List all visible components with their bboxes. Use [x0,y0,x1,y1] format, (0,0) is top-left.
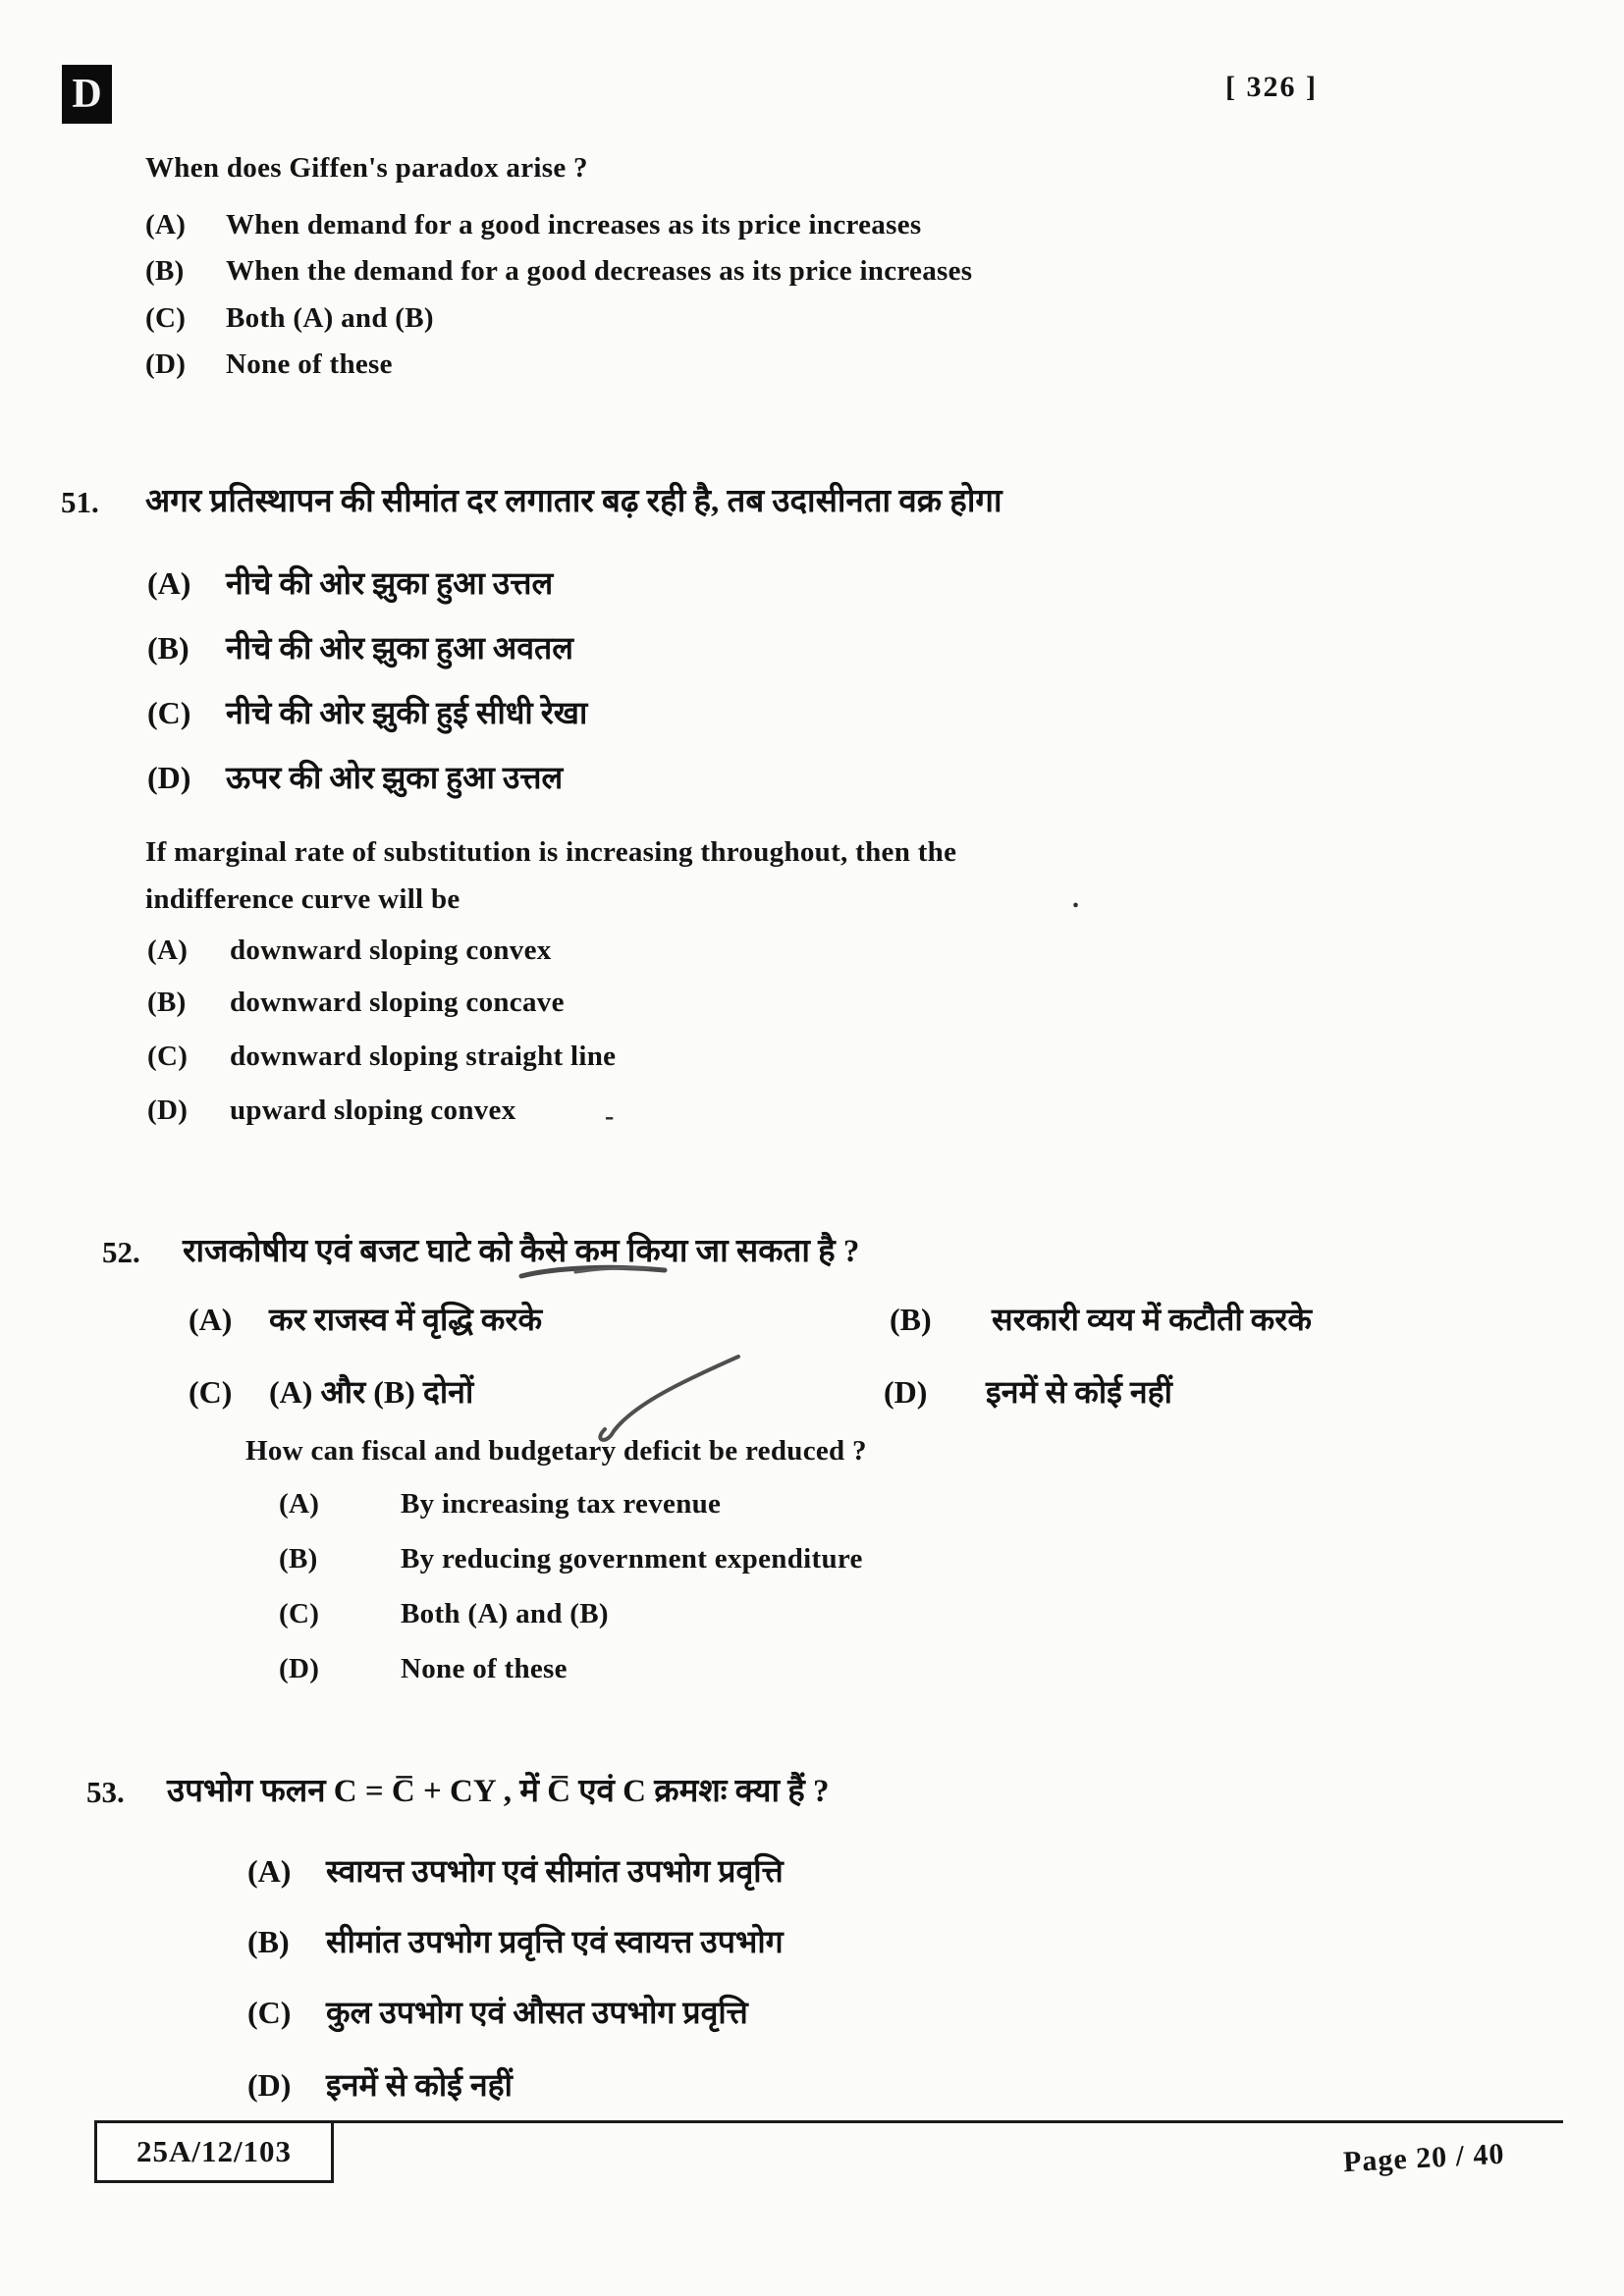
option-text: By increasing tax revenue [401,1488,722,1520]
option-row [247,1849,784,1892]
option-row [279,1543,863,1575]
option-label: (B) [147,987,187,1018]
option-label: (A) [147,934,189,966]
option-label: (D) [247,2067,292,2103]
option-text: upward sloping convex [230,1095,516,1126]
question-stem: How can fiscal and budgetary deficit be reduced ? [245,1435,867,1467]
option-row [279,1653,568,1685]
option-label: (D) [279,1653,320,1684]
option-row [147,987,565,1019]
option-row [145,348,393,381]
option-text: कर राजस्व में वृद्धि करके [269,1302,543,1337]
question-number: 53. [86,1775,125,1809]
option-label: (A) [247,1853,292,1889]
option-row [147,626,573,668]
option-text: (A) और (B) दोनों [269,1374,474,1410]
option-label: (C) [189,1374,233,1410]
option-row [279,1488,721,1521]
option-text: इनमें से कोई नहीं [326,2067,513,2103]
question-stem: अगर प्रतिस्थापन की सीमांत दर लगातार बढ़ रही है, तब उदासीनता वक्र होगा [145,484,1002,519]
option-text: स्वायत्त उपभोग एवं सीमांत उपभोग प्रवृत्ति [326,1853,784,1889]
option-row [884,1370,1172,1413]
option-text: When demand for a good increases as its price increases [226,209,922,240]
question-stem: उपभोग फलन C = C̅ + CY , में C̅ एवं C क्रमशः क्या हैं ? [167,1774,830,1809]
option-row [147,1095,516,1127]
option-text: सरकारी व्यय में कटौती करके [992,1302,1312,1337]
option-label: (C) [279,1598,320,1629]
option-label: (C) [147,1041,189,1072]
option-row [247,1920,784,1962]
option-label: (B) [247,1924,290,1959]
option-row [147,561,553,604]
option-text: downward sloping straight line [230,1041,617,1072]
option-row [247,1991,748,2033]
option-text: downward sloping concave [230,987,565,1018]
option-label: (D) [145,348,187,380]
option-text: None of these [226,348,393,380]
header-page-number: [ 326 ] [1225,71,1318,103]
option-text: By reducing government expenditure [401,1543,863,1575]
option-text: When the demand for a good decreases as its price increases [226,255,973,287]
pen-stroke [518,1262,668,1282]
option-text: None of these [401,1653,568,1684]
option-text: नीचे की ओर झुका हुआ अवतल [226,630,573,666]
option-row [145,209,921,241]
option-text: ऊपर की ओर झुका हुआ उत्तल [226,760,564,795]
question-stem: राजकोषीय एवं बजट घाटे को कैसे कम किया जा सकता है ? [183,1234,860,1269]
option-text: सीमांत उपभोग प्रवृत्ति एवं स्वायत्त उपभोग [326,1924,784,1959]
question-stem: When does Giffen's paradox arise ? [145,152,588,184]
option-label: (D) [147,1095,189,1126]
option-label: (A) [147,565,191,601]
option-text: नीचे की ओर झुकी हुई सीधी रेखा [226,695,588,730]
question-number: 51. [61,485,99,519]
option-label: (C) [147,695,191,730]
option-label: (A) [189,1302,233,1337]
question-number: 52. [102,1235,140,1269]
option-row [279,1598,609,1630]
option-row [147,756,563,798]
question-stem-line: indifference curve will be [145,883,460,915]
option-text: इनमें से कोई नहीं [986,1374,1172,1410]
section-letter: D [72,72,102,117]
option-row [145,302,434,335]
option-label: (B) [890,1302,932,1337]
scan-speck: . [1072,883,1079,914]
option-label: (B) [145,255,185,287]
option-row [189,1298,542,1340]
option-text: कुल उपभोग एवं औसत उपभोग प्रवृत्ति [326,1995,748,2030]
option-row [145,255,972,288]
option-text: downward sloping convex [230,934,552,966]
scan-dash: - [605,1101,615,1132]
option-text: Both (A) and (B) [401,1598,609,1629]
question-stem-line: If marginal rate of substitution is increasing throughout, then the [145,836,957,868]
option-row [147,691,587,733]
option-row [147,1041,616,1073]
booklet-code: 25A/12/103 [135,2134,293,2168]
option-label: (A) [145,209,187,240]
option-row [890,1298,1312,1340]
option-label: (C) [247,1995,292,2030]
option-row [147,934,552,967]
option-text: Both (A) and (B) [226,302,434,334]
option-label: (C) [145,302,187,334]
option-row [189,1370,473,1413]
option-label: (B) [147,630,189,666]
option-label: (D) [884,1374,928,1410]
section-badge [62,65,112,124]
page-indicator: Page 20 / 40 [1342,2137,1506,2179]
option-label: (A) [279,1488,320,1520]
option-label: (B) [279,1543,318,1575]
option-row [247,2063,513,2106]
booklet-code-box [94,2120,334,2183]
option-text: नीचे की ओर झुका हुआ उत्तल [226,565,554,601]
option-label: (D) [147,760,191,795]
pen-checkmark [587,1347,746,1445]
